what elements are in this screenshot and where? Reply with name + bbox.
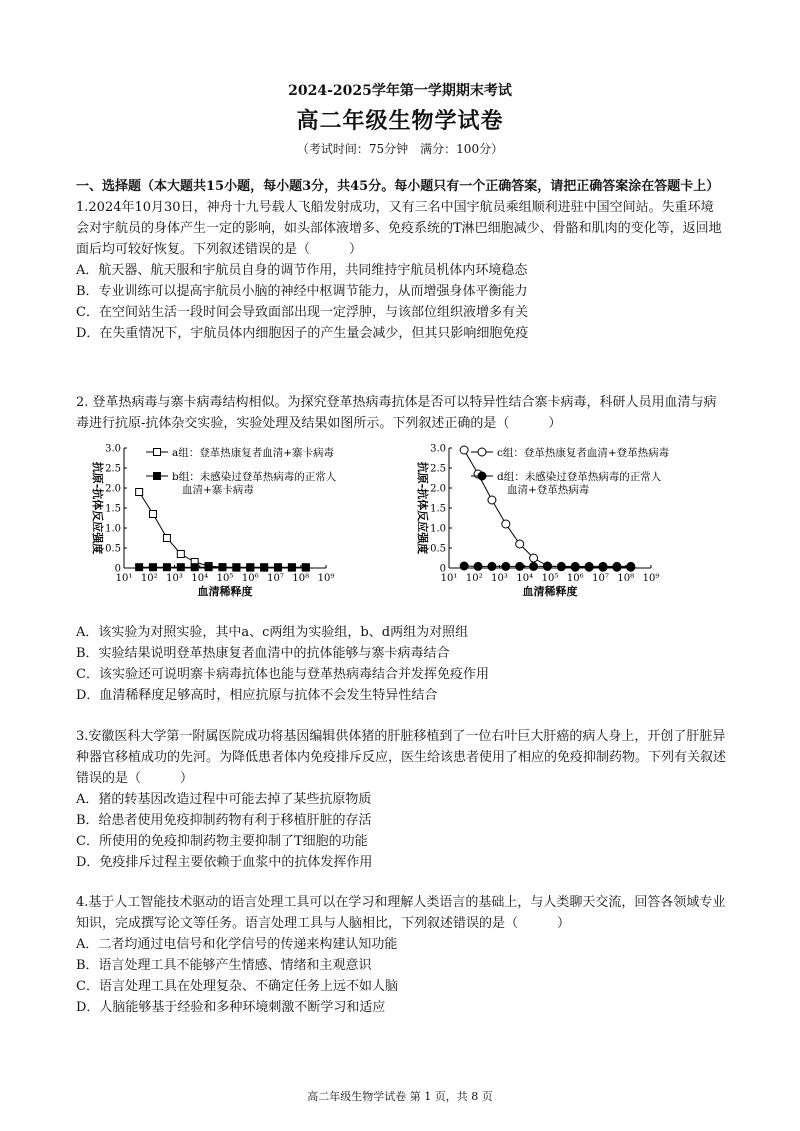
question-3-option-a: A．猪的转基因改造过程中可能去掉了某些抗原物质 [76, 792, 372, 807]
question-1-option-c: C．在空间站生活一段时间会导致面部出现一定浮肿，与该部位组织液增多有关 [76, 305, 528, 320]
data-point [177, 551, 184, 558]
y-tick-label: 0.5 [430, 543, 446, 555]
x-tick-label: 10⁹ [642, 573, 660, 584]
legend-marker [154, 473, 161, 480]
x-tick-label: 10¹ [440, 573, 458, 584]
question-1-option-a: A．航天器、航天服和宇航员自身的调节作用，共同维持宇航员机体内环境稳态 [76, 263, 528, 278]
x-tick-label: 10⁴ [191, 573, 209, 584]
question-2-figure [76, 440, 726, 620]
question-3-option-b: B．给患者使用免疫抑制药物有利于移植肝脏的存活 [76, 813, 372, 828]
data-point [163, 535, 170, 542]
page-title: 高二年级生物学试卷 [296, 108, 504, 134]
question-3-option-d: D．免疫排斥过程主要依赖于血浆中的抗体发挥作用 [76, 855, 373, 870]
section-1 [76, 176, 726, 344]
data-point [516, 562, 524, 570]
data-point [191, 564, 198, 571]
x-tick-label: 10⁸ [292, 573, 310, 584]
x-tick-label: 10⁷ [267, 573, 284, 584]
legend-marker [478, 448, 486, 456]
data-point [150, 564, 157, 571]
exam-info: （考试时间：75分钟 满分：100分） [296, 142, 504, 156]
y-tick-label: 2.5 [430, 463, 446, 475]
question-4-option-c: C．语言处理工具在处理复杂、不确定任务上远不如人脑 [76, 979, 398, 994]
x-tick-label: 10³ [491, 573, 508, 584]
data-point [233, 564, 240, 571]
x-tick-label: 10⁵ [216, 573, 234, 584]
x-tick-label: 10² [465, 573, 483, 584]
y-tick-label: 0 [439, 563, 446, 575]
y-tick-label: 1.0 [105, 523, 121, 535]
y-tick-label: 0.5 [105, 543, 121, 555]
question-1-option-d: D．在失重情况下，宇航员体内细胞因子的产生量会减少，但其只影响细胞免疫 [76, 326, 529, 341]
x-tick-label: 10⁹ [317, 573, 335, 584]
data-point [163, 564, 170, 571]
legend-marker [478, 472, 486, 480]
y-tick-label: 1.0 [430, 523, 446, 535]
series-line [464, 450, 631, 567]
data-point [502, 562, 510, 570]
data-point [627, 562, 635, 570]
question-2-option-c: C．该实验还可说明寨卡病毒抗体也能与登革热病毒结合并发挥免疫作用 [76, 667, 489, 682]
page-footer: 高二年级生物学试卷 第 1 页，共 8 页 [307, 1090, 493, 1103]
data-point [585, 562, 593, 570]
y-tick-label: 1.5 [430, 503, 446, 515]
data-point [543, 562, 551, 570]
legend-label: c组：登革热康复者血清+登革热病毒 [497, 447, 670, 459]
data-point [275, 564, 282, 571]
data-point [205, 564, 212, 571]
x-tick-label: 10⁶ [241, 573, 259, 584]
question-2-option-b: B．实验结果说明登革热康复者血清中的抗体能够与寨卡病毒结合 [76, 646, 450, 661]
x-tick-label: 10³ [166, 573, 183, 584]
x-tick-label: 10² [140, 573, 158, 584]
y-tick-label: 3.0 [105, 443, 121, 455]
question-1-stem: 1.2024年10月30日，神舟十九号载人飞船发射成功，又有三名中国宇航员乘组顺利进驻中国空间站。失重环境会对宇航员的身体产生一定的影响，如头部体液增多、免疫系统的T淋巴细胞减少、骨骼和肌肉的变化等，返回地面后均可较好恢复。下列叙述错误的是（ ） [76, 200, 722, 257]
chart-right [401, 440, 726, 620]
data-point [474, 562, 482, 570]
question-2-options [76, 622, 726, 706]
question-1-option-b: B．专业训练可以提高宇航员小脑的神经中枢调节能力，从而增强身体平衡能力 [76, 284, 528, 299]
data-point [136, 489, 143, 496]
y-tick-label: 2.5 [105, 463, 121, 475]
data-point [247, 564, 254, 571]
question-3-stem: 3.安徽医科大学第一附属医院成功将基因编辑供体猪的肝脏移植到了一位右叶巨大肝癌的病人身上，开创了肝脏异种器官移植成功的先河。为降低患者体内免疫排斥反应，医生给该患者使用了相应的免疫抑制药物。下列有关叙述错误的是（ ） [76, 729, 727, 786]
question-2-option-d: D．血清稀释度足够高时，相应抗原与抗体不会发生特异性结合 [76, 688, 438, 703]
question-2 [76, 392, 726, 434]
data-point [613, 562, 621, 570]
data-point [530, 554, 538, 562]
data-point [530, 562, 538, 570]
x-tick-label: 10⁷ [592, 573, 609, 584]
data-point [488, 562, 496, 570]
exam-title: 2024-2025学年第一学期期末考试 [288, 83, 512, 99]
question-4-option-b: B．语言处理工具不能够产生情感、情绪和主观意识 [76, 958, 372, 973]
data-point [599, 562, 607, 570]
x-axis-label: 血清稀释度 [522, 585, 578, 598]
data-point [516, 540, 524, 548]
data-point [460, 446, 468, 454]
y-tick-label: 3.0 [430, 443, 446, 455]
legend-label: d组：未感染过登革热病毒的正常人血清+登革热病毒 [497, 471, 662, 496]
chart-left [76, 440, 401, 620]
data-point [460, 562, 468, 570]
question-4-stem: 4.基于人工智能技术驱动的语言处理工具可以在学习和理解人类语言的基础上，与人类聊天交流，回答各领域专业知识，完成撰写论文等任务。语言处理工具与人脑相比，下列叙述错误的是（ ） [76, 895, 726, 931]
question-2-option-a: A．该实验为对照实验，其中a、c两组为实验组，b、d两组为对照组 [76, 625, 469, 640]
y-tick-label: 2.0 [105, 483, 121, 495]
question-4-option-d: D．人脑能够基于经验和多种环境刺激不断学习和适应 [76, 1000, 386, 1015]
x-tick-label: 10¹ [115, 573, 133, 584]
data-point [177, 564, 184, 571]
data-point [571, 562, 579, 570]
x-tick-label: 10⁶ [566, 573, 584, 584]
data-point [219, 564, 226, 571]
question-4-option-a: A．二者均通过电信号和化学信号的传递来构建认知功能 [76, 937, 398, 952]
data-point [502, 520, 510, 528]
data-point [288, 564, 295, 571]
y-axis-label: 抗原-抗体反应强度 [91, 461, 104, 555]
x-tick-label: 10⁸ [617, 573, 635, 584]
legend-marker [154, 449, 161, 456]
data-point [261, 564, 268, 571]
x-tick-label: 10⁴ [516, 573, 534, 584]
data-point [488, 496, 496, 504]
question-4 [76, 892, 726, 1018]
data-point [557, 562, 565, 570]
question-2-stem: 2. 登革热病毒与寨卡病毒结构相似。为探究登革热病毒抗体是否可以特异性结合寨卡病毒，科研人员用血清与病毒进行抗原-抗体杂交实验，实验处理及结果如图所示。下列叙述正确的是（ ） [76, 395, 717, 431]
question-3-option-c: C．所使用的免疫抑制药物主要抑制了T细胞的功能 [76, 834, 368, 849]
data-point [150, 511, 157, 518]
section-heading: 一、选择题（本大题共15小题，每小题3分，共45分。每小题只有一个正确答案，请把正确答案涂在答题卡上） [76, 179, 720, 194]
y-tick-label: 1.5 [105, 503, 121, 515]
x-tick-label: 10⁵ [541, 573, 559, 584]
series-line [139, 492, 306, 568]
x-axis-label: 血清稀释度 [197, 585, 253, 598]
data-point [136, 564, 143, 571]
y-tick-label: 2.0 [430, 483, 446, 495]
y-tick-label: 0 [114, 563, 121, 575]
y-axis-label: 抗原-抗体反应强度 [416, 461, 429, 555]
legend-label: a组：登革热康复者血清+寨卡病毒 [172, 447, 335, 459]
question-3 [76, 726, 726, 873]
data-point [302, 564, 309, 571]
legend-label: b组：未感染过登革热病毒的正常人血清+寨卡病毒 [172, 471, 337, 496]
